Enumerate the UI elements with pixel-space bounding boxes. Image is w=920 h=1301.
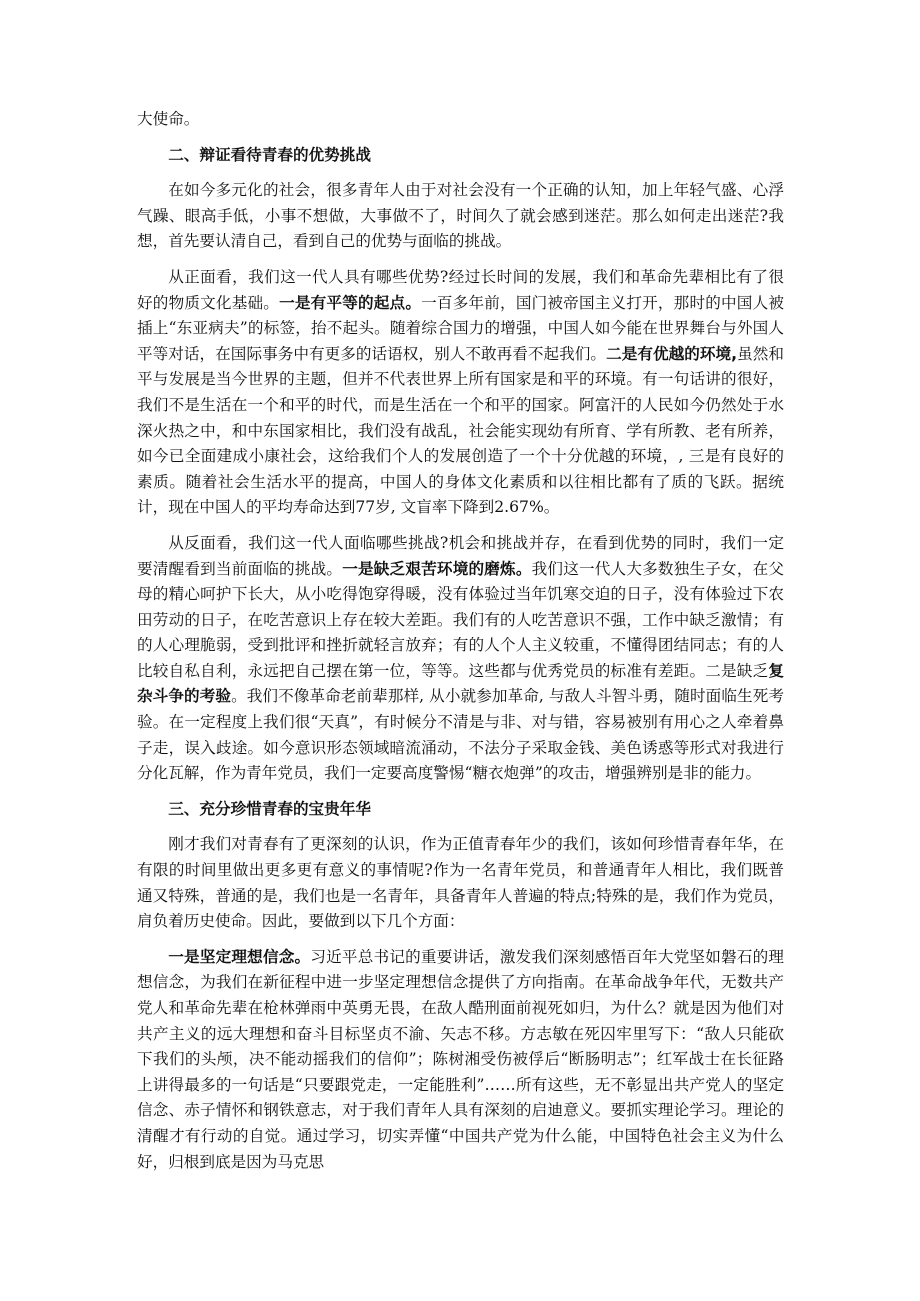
bold-phrase-environment: 二是有优越的环境,	[606, 344, 738, 363]
text-run: 习近平总书记的重要讲话，激发我们深刻感悟百年大党坚如磐石的理想信念，为我们在新征程中进一步坚定理想信念提供了方向指南。在革命战争年代，无数共产党人和革命先辈在枪林弹雨中英勇无畏，在敌人酷刑面前视死如归，为什么？就是因为他们对共产主义的远大理想和奋斗目标坚贞不渝、矢志不移。方志敏在死囚牢里写下：“敌人只能砍下我们的头颅，决不能动摇我们的信仰”；陈树湘受伤被俘后“断肠明志”；红军战士在长征路上讲得最多的一句话是“只要跟党走，一定能胜利”……所有这些，无不彰显出共产党人的坚定信念、赤子情怀和钢铁意志，对于我们青年人具有深刻的启迪意义。要抓实理论学习。理论的清醒才有行动的自觉。通过学习，切实弄懂“中国共产党为什么能，中国特色社会主义为什么好，归根到底是因为马克思	[137, 947, 784, 1171]
section-heading-3: 三、充分珍惜青春的宝贵年华	[168, 799, 371, 818]
lead-continuation: 大使命。	[137, 110, 200, 128]
bold-phrase-equal-start: 一是有平等的起点。	[279, 293, 422, 312]
bold-phrase-ideals: 一是坚定理想信念。	[168, 947, 311, 966]
text-run: 从正面看，我们这一代人具有哪些优势?经过长时间的发展，我们和革命先辈相比有了很好的物质文化基础。	[137, 267, 784, 312]
text-run: 。我们不像革命老前辈那样, 从小就参加革命, 与敌人斗智斗勇，随时面临生死考验。在一定程度上我们很“天真”，有时候分不清是与非、对与错，容易被别有用心之人牵着鼻子走，误入歧途。如今意识形态领域暗流涌动，不法分子采取金钱、美色诱惑等形式对我进行分化瓦解，作为青年党员，我们一定要高度警惕“糖衣炮弹”的攻击，增强辨别是非的能力。	[137, 687, 784, 783]
bold-phrase-struggle: 复杂斗争的考验	[137, 661, 784, 706]
paragraph-s2-2	[137, 265, 784, 521]
document-body	[137, 107, 784, 1185]
paragraph-s2-1: 在如今多元化的社会，很多青年人由于对社会没有一个正确的认知，加上年轻气盛、心浮气躁、眼高手低，小事不想做，大事做不了，时间久了就会感到迷茫。那么如何走出迷茫?我想，首先要认清自己，看到自己的优势与面临的挑战。	[137, 181, 784, 251]
paragraph-s2-3	[137, 531, 784, 787]
section-heading-2: 二、辩证看待青春的优势挑战	[168, 145, 371, 164]
paragraph-s3-1: 刚才我们对青春有了更深刻的认识，作为正值青春年少的我们，该如何珍惜青春年华，在有限的时间里做出更多更有意义的事情呢?作为一名青年党员，和普通青年人相比，我们既普通又特殊，普通的是，我们也是一名青年，具备青年人普遍的特点;特殊的是，我们作为党员，肩负着历史使命。因此，要做到以下几个方面：	[137, 835, 784, 931]
bold-phrase-hardship: 一是缺乏艰苦环境的磨炼。	[342, 559, 532, 578]
text-run: 从反面看，我们这一代人面临哪些挑战?机会和挑战并存，在看到优势的同时，我们一定要清醒看到当前面临的挑战。	[137, 533, 784, 578]
text-run: 一百多年前，国门被帝国主义打开，那时的中国人被插上“东亚病夫”的标签，抬不起头。随着综合国力的增强，中国人如今能在世界舞台与外国人平等对话，在国际事务中有更多的话语权，别人不敢再看不起我们。	[137, 293, 784, 363]
paragraph-s3-2	[137, 945, 784, 1175]
text-run: 虽然和平与发展是当今世界的主题，但并不代表世界上所有国家是和平的环境。有一句话讲的很好，我们不是生活在一个和平的时代，而是生活在一个和平的国家。阿富汗的人民如今仍然处于水深火热之中，和中东国家相比，我们没有战乱，社会能实现幼有所育、学有所教、老有所养，如今已全面建成小康社会，这给我们个人的发展创造了一个十分优越的环境，, 三是有良好的素质。随着社会生活水平的提高，中国人的身体文化素质和以往相比都有了质的飞跃。据统计，现在中国人的平均寿命达到77岁, 文盲率下降到2.67%。	[137, 344, 784, 517]
text-run: 我们这一代人大多数独生子女，在父母的精心呵护下长大，从小吃得饱穿得暖，没有体验过当年饥寒交迫的日子，没有体验过下农田劳动的日子，在吃苦意识上存在较大差距。我们有的人吃苦意识不强，工作中缺乏激情；有的人心理脆弱，受到批评和挫折就轻言放弃；有的人个人主义较重，不懂得团结同志；有的人比较自私自利，永远把自己摆在第一位，等等。这些都与优秀党员的标准有差距。二是缺乏	[137, 559, 784, 680]
